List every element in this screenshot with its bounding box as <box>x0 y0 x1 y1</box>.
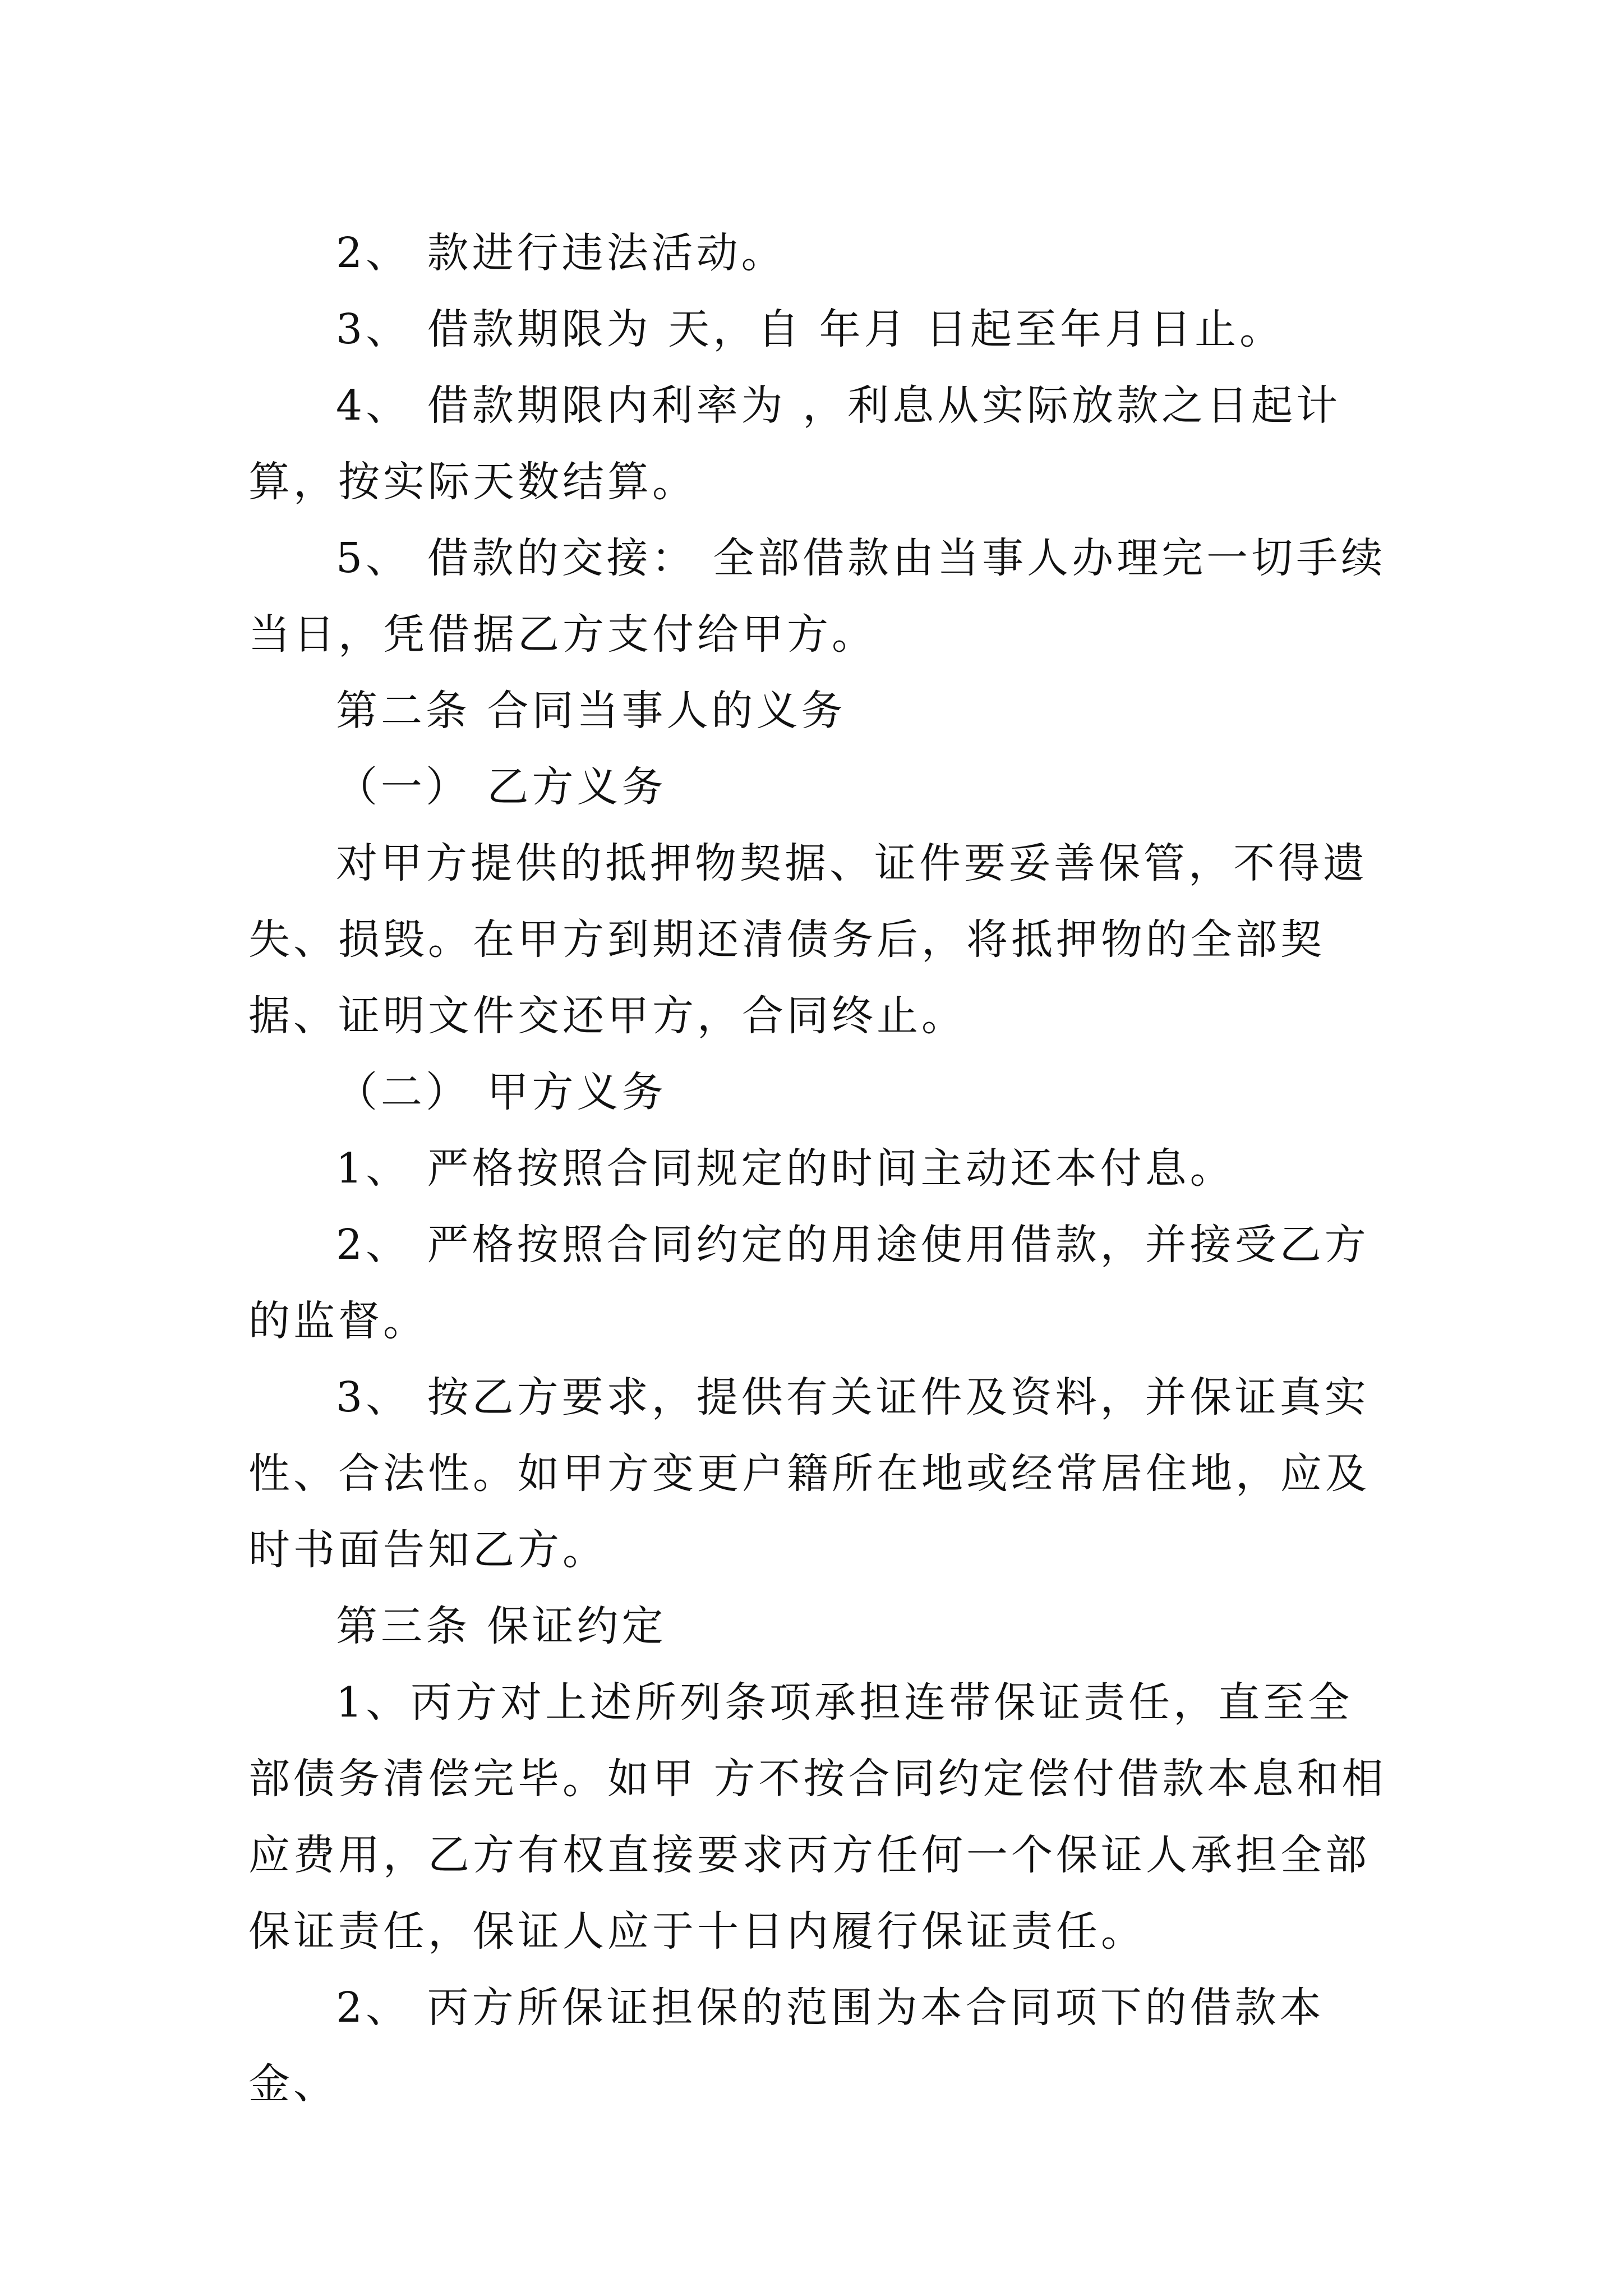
paragraph-party-a-duty-2: 2、 严格按照合同约定的用途使用借款，并接受乙方的监督。 <box>248 1221 1370 1345</box>
paragraph-guarantee-2: 2、 丙方所保证担保的范围为本合同项下的借款本金、 <box>248 1984 1325 2108</box>
paragraph-clause-3-term: 3、 借款期限为 天，自 年月 日起至年月日止。 <box>336 305 1285 353</box>
subsection-heading-party-b: （一） 乙方义务 <box>336 763 667 811</box>
paragraph-clause-4-interest: 4、 借款期限内利率为 ，利息从实际放款之日起计算，按实际天数结算。 <box>248 381 1341 506</box>
document-body <box>248 215 1387 2122</box>
paragraph-party-a-duty-3: 3、 按乙方要求，提供有关证件及资料，并保证真实性、合法性。如甲方变更户籍所在地或经常居住地，应及时书面告知乙方。 <box>248 1373 1370 1574</box>
paragraph-clause-2-purpose: 2、 款进行违法活动。 <box>336 229 786 277</box>
paragraph-clause-5-delivery: 5、 借款的交接： 全部借款由当事人办理完一切手续当日，凭借据乙方支付给甲方。 <box>248 534 1386 659</box>
subsection-heading-party-a: （二） 甲方义务 <box>336 1068 667 1116</box>
section-heading-article-3: 第三条 保证约定 <box>336 1602 667 1650</box>
section-heading-article-2: 第二条 合同当事人的义务 <box>336 687 846 735</box>
paragraph-guarantee-1: 1、丙方对上述所列条项承担连带保证责任，直至全部债务清偿完毕。如甲 方不按合同约定偿付借款本息和相应费用，乙方有权直接要求丙方任何一个保证人承担全部保证责任，保证人应于十日内履行保证责任。 <box>248 1678 1387 1955</box>
paragraph-party-a-duty-1: 1、 严格按照合同规定的时间主动还本付息。 <box>336 1144 1235 1193</box>
paragraph-party-b-duty: 对甲方提供的抵押物契据、证件要妥善保管，不得遗失、损毁。在甲方到期还清债务后，将抵押物的全部契据、证明文件交还甲方，合同终止。 <box>248 839 1368 1040</box>
